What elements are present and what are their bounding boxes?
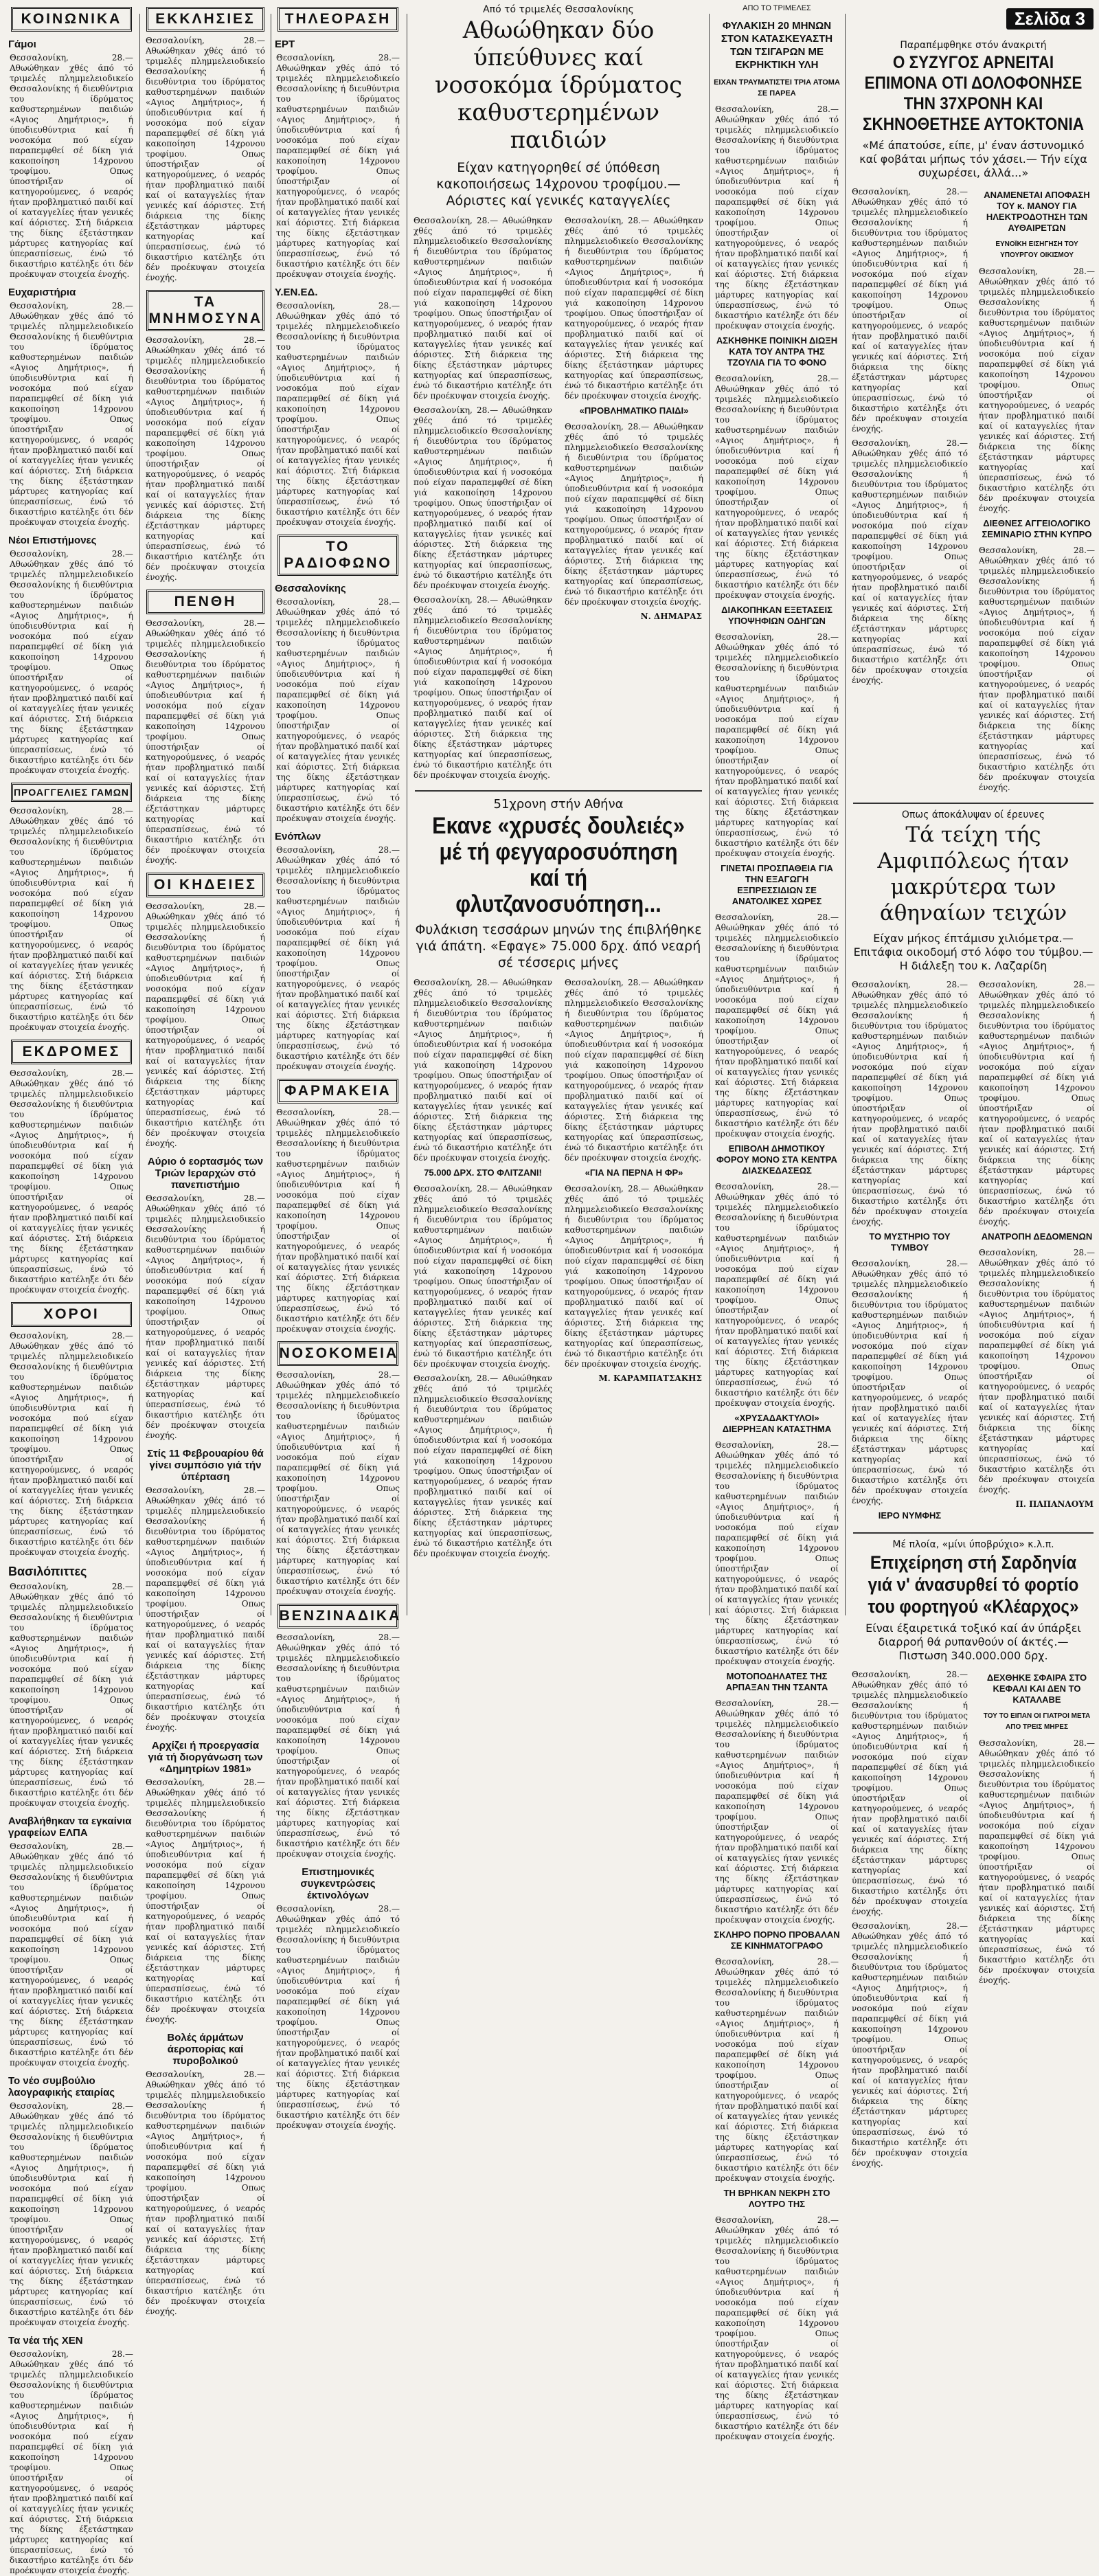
article-text: Θεσσαλονίκη, 28.— Αθωώθηκαν χθές άπό τό τριμελές πλημμελειοδικείο Θεσσαλονίκης ή διευθύντρια του ίδρύματος καθυστερημένων παιδιών «Αγιος Δημήτριος», ή ύποδιευθύντρια καί ή νοσοκόμα πού είχαν παραπεμφθεί σέ δίκη γιά κακοποίηση 14χρονου τροφίμου. Οπως ύποστήριξαν οί κατηγορούμενες, ό νεαρός ήταν προβληματικό παιδί καί οί καταγγελίες ήταν γενικές καί άόριστες. Στή διάρκεια της δίκης έξετάστηκαν μάρτυρες κατηγορίας καί ύπερασπίσεως, ένώ τό δικαστήριο κατέληξε ότι δέν προέκυψαν στοιχεία ένοχής. <box>413 216 552 401</box>
article-text: Θεσσαλονίκη, 28.— Αθωώθηκαν χθές άπό τό τριμελές πλημμελειοδικείο Θεσσαλονίκης ή διευθύντρια του ίδρύματος καθυστερημένων παιδιών «Αγιος Δημήτριος», ή ύποδιευθύντρια καί ή νοσοκόμα πού είχαν παραπεμφθεί σέ δίκη γιά κακοποίηση 14χρονου τροφίμου. Οπως ύποστήριξαν οί κατηγορούμενες, ό νεαρός ήταν προβληματικό παιδί καί οί καταγγελίες ήταν γενικές καί άόριστες. Στή διάρκεια της δίκης έξετάστηκαν μάρτυρες κατηγορίας καί ύπερασπίσεως, ένώ τό δικαστήριο κατέληξε ότι δέν προέκυψαν στοιχεία ένοχής. <box>276 1370 400 1596</box>
article-text: Θεσσαλονίκη, 28.— Αθωώθηκαν χθές άπό τό τριμελές πλημμελειοδικείο Θεσσαλονίκης ή διευθύντρια του ίδρύματος καθυστερημένων παιδιών «Αγιος Δημήτριος», ή ύποδιευθύντρια καί ή νοσοκόμα πού είχαν παραπεμφθεί σέ δίκη γιά κακοποίηση 14χρονου τροφίμου. Οπως ύποστήριξαν οί κατηγορούμενες, ό νεαρός ήταν προβληματικό παιδί καί οί καταγγελίες ήταν γενικές καί άόριστες. Στή διάρκεια της δίκης έξετάστηκαν μάρτυρες κατηγορίας καί ύπερασπίσεως, ένώ τό δικαστήριο κατέληξε ότι δέν προέκυψαν στοιχεία ένοχής. <box>276 301 400 527</box>
article-text: Θεσσαλονίκη, 28.— Αθωώθηκαν χθές άπό τό τριμελές πλημμελειοδικείο Θεσσαλονίκης ή διευθύντρια του ίδρύματος καθυστερημένων παιδιών «Αγιος Δημήτριος», ή ύποδιευθύντρια καί ή νοσοκόμα πού είχαν παραπεμφθεί σέ δίκη γιά κακοποίηση 14χρονου τροφίμου. Οπως ύποστήριξαν οί κατηγορούμενες, ό νεαρός ήταν προβληματικό παιδί καί οί καταγγελίες ήταν γενικές καί άόριστες. Στή διάρκεια της δίκης έξετάστηκαν μάρτυρες κατηγορίας καί ύπερασπίσεως, ένώ τό δικαστήριο κατέληξε ότι δέν προέκυψαν στοιχεία ένοχής. <box>715 912 839 1139</box>
article-text: Θεσσαλονίκη, 28.— Αθωώθηκαν χθές άπό τό τριμελές πλημμελειοδικείο Θεσσαλονίκης ή διευθύντρια του ίδρύματος καθυστερημένων παιδιών «Αγιος Δημήτριος», ή ύποδιευθύντρια καί ή νοσοκόμα πού είχαν παραπεμφθεί σέ δίκη γιά κακοποίηση 14χρονου τροφίμου. Οπως ύποστήριξαν οί κατηγορούμενες, ό νεαρός ήταν προβληματικό παιδί καί οί καταγγελίες ήταν γενικές καί άόριστες. Στή διάρκεια της δίκης έξετάστηκαν μάρτυρες κατηγορίας καί ύπερασπίσεως, ένώ τό δικαστήριο κατέληξε ότι δέν προέκυψαν στοιχεία ένοχής. <box>565 978 703 1163</box>
sardinia-headline: Επιχείρηση στή Σαρδηνία γιά ν' άνασυρθεί τό φορτίο του φορτηγού «Κλέαρχος» <box>868 1552 1079 1617</box>
col6-item-heading: ΕΠΙΒΟΛΗ ΔΗΜΟΤΙΚΟΥ ΦΟΡΟΥ ΜΟΝΟ ΣΤΑ ΚΕΝΤΡΑ ΔΙΑΣΚΕΔΑΣΕΩΣ <box>716 1143 837 1176</box>
section-heading: Το νέο συμβούλιο λαογραφικής εταιρίας <box>8 2075 115 2098</box>
section-heading: Επιστημονικές συγκεντρώσεις έκτινολόγων <box>300 1866 376 1901</box>
lead-deck: Είχαν κατηγορηθεί σέ ύπόθεση κακοποιήσεως 14χρονου τροφίμου.— Αόριστες καί γενικές καταγγελίες <box>436 160 681 208</box>
article-text: Θεσσαλονίκη, 28.— Αθωώθηκαν χθές άπό τό τριμελές πλημμελειοδικείο Θεσσαλονίκης ή διευθύντρια του ίδρύματος καθυστερημένων παιδιών «Αγιος Δημήτριος», ή ύποδιευθύντρια καί ή νοσοκόμα πού είχαν παραπεμφθεί σέ δίκη γιά κακοποίηση 14χρονου τροφίμου. Οπως ύποστήριξαν οί κατηγορούμενες, ό νεαρός ήταν προβληματικό παιδί καί οί καταγγελίες ήταν γενικές καί άόριστες. Στή διάρκεια της δίκης έξετάστηκαν μάρτυρες κατηγορίας καί ύπερασπίσεως, ένώ τό δικαστήριο κατέληξε ότι δέν προέκυψαν στοιχεία ένοχής. <box>146 618 265 865</box>
amphipolis-headline: Τά τείχη τής Αμφιπόλεως ήταν μακρύτερα των άθηναίων τειχών <box>877 822 1069 926</box>
right-kicker: Παραπέμφθηκε στόν άνακριτή <box>900 40 1047 51</box>
article-text: Θεσσαλονίκη, 28.— Αθωώθηκαν χθές άπό τό τριμελές πλημμελειοδικείο Θεσσαλονίκης ή διευθύντρια του ίδρύματος καθυστερημένων παιδιών «Αγιος Δημήτριος», ή ύποδιευθύντρια καί ή νοσοκόμα πού είχαν παραπεμφθεί σέ δίκη γιά κακοποίηση 14χρονου τροφίμου. Οπως ύποστήριξαν οί κατηγορούμενες, ό νεαρός ήταν προβληματικό παιδί καί οί καταγγελίες ήταν γενικές καί άόριστες. Στή διάρκεια της δίκης έξετάστηκαν μάρτυρες κατηγορίας καί ύπερασπίσεως, ένώ τό δικαστήριο κατέληξε ότι δέν προέκυψαν στοιχεία ένοχής. <box>979 1738 1095 1985</box>
article-text: Θεσσαλονίκη, 28.— Αθωώθηκαν χθές άπό τό τριμελές πλημμελειοδικείο Θεσσαλονίκης ή διευθύντρια του ίδρύματος καθυστερημένων παιδιών «Αγιος Δημήτριος», ή ύποδιευθύντρια καί ή νοσοκόμα πού είχαν παραπεμφθεί σέ δίκη γιά κακοποίηση 14χρονου τροφίμου. Οπως ύποστήριξαν οί κατηγορούμενες, ό νεαρός ήταν προβληματικό παιδί καί οί καταγγελίες ήταν γενικές καί άόριστες. Στή διάρκεια της δίκης έξετάστηκαν μάρτυρες κατηγορίας καί ύπερασπίσεως, ένώ τό δικαστήριο κατέληξε ότι δέν προέκυψαν στοιχεία ένοχής. <box>10 2101 133 2327</box>
lead-headline: Αθωώθηκαν δύο ύπεύθυνες καί νοσοκόμα ίδρύματος καθυστερημένων παιδιών <box>434 16 683 154</box>
col6-item-heading: ΜΟΤΟΠΟΔΗΛΑΤΕΣ ΤΗΣ ΑΡΠΑΞΑΝ ΤΗΝ ΤΣΑΝΤΑ <box>725 1671 828 1692</box>
side-subheading: ΤΟΥ ΤΟ ΕΙΠΑΝ ΟΙ ΓΙΑΤΡΟΙ ΜΕΤΑ ΑΠΟ ΤΡΕΙΣ ΜΗΡΕΣ <box>983 1712 1091 1731</box>
col6-headline: ΦΥΛΑΚΙΣΗ 20 ΜΗΝΩΝ ΣΤΟΝ ΚΑΤΑΣΚΕΥΑΣΤΗ ΤΩΝ ΤΣΙΓΑΡΩΝ ΜΕ ΕΚΡΗΚΤΙΚΗ ΥΛΗ <box>721 20 833 71</box>
amphipolis-byline: Π. ΠΑΠΑΝΑΟΥΜ <box>1015 1499 1094 1509</box>
article-text: Θεσσαλονίκη, 28.— Αθωώθηκαν χθές άπό τό τριμελές πλημμελειοδικείο Θεσσαλονίκης ή διευθύντρια του ίδρύματος καθυστερημένων παιδιών «Αγιος Δημήτριος», ή ύποδιευθύντρια καί ή νοσοκόμα πού είχαν παραπεμφθεί σέ δίκη γιά κακοποίηση 14χρονου τροφίμου. Οπως ύποστήριξαν οί κατηγορούμενες, ό νεαρός ήταν προβληματικό παιδί καί οί καταγγελίες ήταν γενικές καί άόριστες. Στή διάρκεια της δίκης έξετάστηκαν μάρτυρες κατηγορίας καί ύπερασπίσεως, ένώ τό δικαστήριο κατέληξε ότι δέν προέκυψαν στοιχεία ένοχής. <box>979 546 1095 792</box>
article-text: Θεσσαλονίκη, 28.— Αθωώθηκαν χθές άπό τό τριμελές πλημμελειοδικείο Θεσσαλονίκης ή διευθύντρια του ίδρύματος καθυστερημένων παιδιών «Αγιος Δημήτριος», ή ύποδιευθύντρια καί ή νοσοκόμα πού είχαν παραπεμφθεί σέ δίκη γιά κακοποίηση 14χρονου τροφίμου. Οπως ύποστήριξαν οί κατηγορούμενες, ό νεαρός ήταν προβληματικό παιδί καί οί καταγγελίες ήταν γενικές καί άόριστες. Στή διάρκεια της δίκης έξετάστηκαν μάρτυρες κατηγορίας καί ύπερασπίσεως, ένώ τό δικαστήριο κατέληξε ότι δέν προέκυψαν στοιχεία ένοχής. <box>715 632 839 858</box>
article-text: Θεσσαλονίκη, 28.— Αθωώθηκαν χθές άπό τό τριμελές πλημμελειοδικείο Θεσσαλονίκης ή διευθύντρια του ίδρύματος καθυστερημένων παιδιών «Αγιος Δημήτριος», ή ύποδιευθύντρια καί ή νοσοκόμα πού είχαν παραπεμφθεί σέ δίκη γιά κακοποίηση 14χρονου τροφίμου. Οπως ύποστήριξαν οί κατηγορούμενες, ό νεαρός ήταν προβληματικό παιδί καί οί καταγγελίες ήταν γενικές καί άόριστες. Στή διάρκεια της δίκης έξετάστηκαν μάρτυρες κατηγορίας καί ύπερασπίσεως, ένώ τό δικαστήριο κατέληξε ότι δέν προέκυψαν στοιχεία ένοχής. <box>146 1778 265 2024</box>
article-text: Θεσσαλονίκη, 28.— Αθωώθηκαν χθές άπό τό τριμελές πλημμελειοδικείο Θεσσαλονίκης ή διευθύντρια του ίδρύματος καθυστερημένων παιδιών «Αγιος Δημήτριος», ή ύποδιευθύντρια καί ή νοσοκόμα πού είχαν παραπεμφθεί σέ δίκη γιά κακοποίηση 14χρονου τροφίμου. Οπως ύποστήριξαν οί κατηγορούμενες, ό νεαρός ήταν προβληματικό παιδί καί οί καταγγελίες ήταν γενικές καί άόριστες. Στή διάρκεια της δίκης έξετάστηκαν μάρτυρες κατηγορίας καί ύπερασπίσεως, ένώ τό δικαστήριο κατέληξε ότι δέν προέκυψαν στοιχεία ένοχής. <box>10 806 133 1032</box>
amphipolis-kicker: Οπως άποκάλυψαν οί έρευνες <box>901 809 1045 820</box>
article-text: Θεσσαλονίκη, 28.— Αθωώθηκαν χθές άπό τό τριμελές πλημμελειοδικείο Θεσσαλονίκης ή διευθύντρια του ίδρύματος καθυστερημένων παιδιών «Αγιος Δημήτριος», ή ύποδιευθύντρια καί ή νοσοκόμα πού είχαν παραπεμφθεί σέ δίκη γιά κακοποίηση 14χρονου τροφίμου. Οπως ύποστήριξαν οί κατηγορούμενες, ό νεαρός ήταν προβληματικό παιδί καί οί καταγγελίες ήταν γενικές καί άόριστες. Στή διάρκεια της δίκης έξετάστηκαν μάρτυρες κατηγορίας καί ύπερασπίσεως, ένώ τό δικαστήριο κατέληξε ότι δέν προέκυψαν στοιχεία ένοχής. <box>413 978 552 1163</box>
article-text: Θεσσαλονίκη, 28.— Αθωώθηκαν χθές άπό τό τριμελές πλημμελειοδικείο Θεσσαλονίκης ή διευθύντρια του ίδρύματος καθυστερημένων παιδιών «Αγιος Δημήτριος», ή ύποδιευθύντρια καί ή νοσοκόμα πού είχαν παραπεμφθεί σέ δίκη γιά κακοποίηση 14χρονου τροφίμου. Οπως ύποστήριξαν οί κατηγορούμενες, ό νεαρός ήταν προβληματικό παιδί καί οί καταγγελίες ήταν γενικές καί άόριστες. Στή διάρκεια της δίκης έξετάστηκαν μάρτυρες κατηγορίας καί ύπερασπίσεως, ένώ τό δικαστήριο κατέληξε ότι δέν προέκυψαν στοιχεία ένοχής. <box>10 53 133 279</box>
article-text: Θεσσαλονίκη, 28.— Αθωώθηκαν χθές άπό τό τριμελές πλημμελειοδικείο Θεσσαλονίκης ή διευθύντρια του ίδρύματος καθυστερημένων παιδιών «Αγιος Δημήτριος», ή ύποδιευθύντρια καί ή νοσοκόμα πού είχαν παραπεμφθεί σέ δίκη γιά κακοποίηση 14χρονου τροφίμου. Οπως ύποστήριξαν οί κατηγορούμενες, ό νεαρός ήταν προβληματικό παιδί καί οί καταγγελίες ήταν γενικές καί άόριστες. Στή διάρκεια της δίκης έξετάστηκαν μάρτυρες κατηγορίας καί ύπερασπίσεως, ένώ τό δικαστήριο κατέληξε ότι δέν προέκυψαν στοιχεία ένοχής. <box>565 216 703 401</box>
gold-headline: Εκανε «χρυσές δουλειές» μέ τή φεγγαροσυόπηση καί τή φλυτζανοσυόπηση... <box>432 813 685 917</box>
article-text: Θεσσαλονίκη, 28.— Αθωώθηκαν χθές άπό τό τριμελές πλημμελειοδικείο Θεσσαλονίκης ή διευθύντρια του ίδρύματος καθυστερημένων παιδιών «Αγιος Δημήτριος», ή ύποδιευθύντρια καί ή νοσοκόμα πού είχαν παραπεμφθεί σέ δίκη γιά κακοποίηση 14χρονου τροφίμου. Οπως ύποστήριξαν οί κατηγορούμενες, ό νεαρός ήταν προβληματικό παιδί καί οί καταγγελίες ήταν γενικές καί άόριστες. Στή διάρκεια της δίκης έξετάστηκαν μάρτυρες κατηγορίας καί ύπερασπίσεως, ένώ τό δικαστήριο κατέληξε ότι δέν προέκυψαν στοιχεία ένοχής. <box>413 1374 552 1558</box>
section-banner-social: ΚΟΙΝΩΝΙΚΑ <box>11 7 133 32</box>
article-text: Θεσσαλονίκη, 28.— Αθωώθηκαν χθές άπό τό τριμελές πλημμελειοδικείο Θεσσαλονίκης ή διευθύντρια του ίδρύματος καθυστερημένων παιδιών «Αγιος Δημήτριος», ή ύποδιευθύντρια καί ή νοσοκόμα πού είχαν παραπεμφθεί σέ δίκη γιά κακοποίηση 14χρονου τροφίμου. Οπως ύποστήριξαν οί κατηγορούμενες, ό νεαρός ήταν προβληματικό παιδί καί οί καταγγελίες ήταν γενικές καί άόριστες. Στή διάρκεια της δίκης έξετάστηκαν μάρτυρες κατηγορίας καί ύπερασπίσεως, ένώ τό δικαστήριο κατέληξε ότι δέν προέκυψαν στοιχεία ένοχής. <box>715 374 839 600</box>
right-block <box>849 0 1098 2168</box>
section-heading: Ενόπλων <box>275 831 321 842</box>
article-text: Θεσσαλονίκη, 28.— Αθωώθηκαν χθές άπό τό τριμελές πλημμελειοδικείο Θεσσαλονίκης ή διευθύντρια του ίδρύματος καθυστερημένων παιδιών «Αγιος Δημήτριος», ή ύποδιευθύντρια καί ή νοσοκόμα πού είχαν παραπεμφθεί σέ δίκη γιά κακοποίηση 14χρονου τροφίμου. Οπως ύποστήριξαν οί κατηγορούμενες, ό νεαρός ήταν προβληματικό παιδί καί οί καταγγελίες ήταν γενικές καί άόριστες. Στή διάρκεια της δίκης έξετάστηκαν μάρτυρες κατηγορίας καί ύπερασπίσεως, ένώ τό δικαστήριο κατέληξε ότι δέν προέκυψαν στοιχεία ένοχής. <box>852 1921 968 2168</box>
side-heading: ΔΙΕΘΝΕΣ ΑΓΓΕΙΟΛΟΓΙΚΟ ΣΕΜΙΝΑΡΙΟ ΣΤΗΝ ΚΥΠΡΟ <box>982 518 1092 539</box>
section-heading: Αύριο ό εορτασμός των Τριών Ιεραρχών στό πανεπιστήμιο <box>147 1156 264 1191</box>
col6-item-heading: ΔΙΑΚΟΠΗΚΑΝ ΕΞΕΤΑΣΕΙΣ ΥΠΟΨΗΦΙΩΝ ΟΔΗΓΩΝ <box>721 605 832 626</box>
article-text: Θεσσαλονίκη, 28.— Αθωώθηκαν χθές άπό τό τριμελές πλημμελειοδικείο Θεσσαλονίκης ή διευθύντρια του ίδρύματος καθυστερημένων παιδιών «Αγιος Δημήτριος», ή ύποδιευθύντρια καί ή νοσοκόμα πού είχαν παραπεμφθεί σέ δίκη γιά κακοποίηση 14χρονου τροφίμου. Οπως ύποστήριξαν οί κατηγορούμενες, ό νεαρός ήταν προβληματικό παιδί καί οί καταγγελίες ήταν γενικές καί άόριστες. Στή διάρκεια της δίκης έξετάστηκαν μάρτυρες κατηγορίας καί ύπερασπίσεως, ένώ τό δικαστήριο κατέληξε ότι δέν προέκυψαν στοιχεία ένοχής. <box>979 267 1095 513</box>
sardinia-kicker: Μέ πλοία, «μίνι ύποβρύχιο» κ.λ.π. <box>892 1539 1054 1550</box>
section-heading: Βασιλόπιττες <box>8 1565 87 1578</box>
lead-kicker: Από τό τριμελές Θεσσαλονίκης <box>483 4 634 15</box>
section-heading: Τα νέα τής ΧΕΝ <box>8 2335 83 2347</box>
article-text: Θεσσαλονίκη, 28.— Αθωώθηκαν χθές άπό τό τριμελές πλημμελειοδικείο Θεσσαλονίκης ή διευθύντρια του ίδρύματος καθυστερημένων παιδιών «Αγιος Δημήτριος», ή ύποδιευθύντρια καί ή νοσοκόμα πού είχαν παραπεμφθεί σέ δίκη γιά κακοποίηση 14χρονου τροφίμου. Οπως ύποστήριξαν οί κατηγορούμενες, ό νεαρός ήταν προβληματικό παιδί καί οί καταγγελίες ήταν γενικές καί άόριστες. Στή διάρκεια της δίκης έξετάστηκαν μάρτυρες κατηγορίας καί ύπερασπίσεως, ένώ τό δικαστήριο κατέληξε ότι δέν προέκυψαν στοιχεία ένοχής. <box>276 845 400 1071</box>
section-heading: Αρχίζει ή προεργασία γιά τή διοργάνωση των «Δημητρίων 1981» <box>148 1740 263 1775</box>
section-banner-hospitals: ΝΟΣΟΚΟΜΕΙΑ <box>277 1341 399 1366</box>
article-text: Θεσσαλονίκη, 28.— Αθωώθηκαν χθές άπό τό τριμελές πλημμελειοδικείο Θεσσαλονίκης ή διευθύντρια του ίδρύματος καθυστερημένων παιδιών «Αγιος Δημήτριος», ή ύποδιευθύντρια καί ή νοσοκόμα πού είχαν παραπεμφθεί σέ δίκη γιά κακοποίηση 14χρονου τροφίμου. Οπως ύποστήριξαν οί κατηγορούμενες, ό νεαρός ήταν προβληματικό παιδί καί οί καταγγελίες ήταν γενικές καί άόριστες. Στή διάρκεια της δίκης έξετάστηκαν μάρτυρες κατηγορίας καί ύπερασπίσεως, ένώ τό δικαστήριο κατέληξε ότι δέν προέκυψαν στοιχεία ένοχής. <box>413 595 552 780</box>
article-text: Θεσσαλονίκη, 28.— Αθωώθηκαν χθές άπό τό τριμελές πλημμελειοδικείο Θεσσαλονίκης ή διευθύντρια του ίδρύματος καθυστερημένων παιδιών «Αγιος Δημήτριος», ή ύποδιευθύντρια καί ή νοσοκόμα πού είχαν παραπεμφθεί σέ δίκη γιά κακοποίηση 14χρονου τροφίμου. Οπως ύποστήριξαν οί κατηγορούμενες, ό νεαρός ήταν προβληματικό παιδί καί οί καταγγελίες ήταν γενικές καί άόριστες. Στή διάρκεια της δίκης έξετάστηκαν μάρτυρες κατηγορίας καί ύπερασπίσεως, ένώ τό δικαστήριο κατέληξε ότι δέν προέκυψαν στοιχεία ένοχής. <box>413 1184 552 1369</box>
article-text: Θεσσαλονίκη, 28.— Αθωώθηκαν χθές άπό τό τριμελές πλημμελειοδικείο Θεσσαλονίκης ή διευθύντρια του ίδρύματος καθυστερημένων παιδιών «Αγιος Δημήτριος», ή ύποδιευθύντρια καί ή νοσοκόμα πού είχαν παραπεμφθεί σέ δίκη γιά κακοποίηση 14χρονου τροφίμου. Οπως ύποστήριξαν οί κατηγορούμενες, ό νεαρός ήταν προβληματικό παιδί καί οί καταγγελίες ήταν γενικές καί άόριστες. Στή διάρκεια της δίκης έξετάστηκαν μάρτυρες κατηγορίας καί ύπερασπίσεως, ένώ τό δικαστήριο κατέληξε ότι δέν προέκυψαν στοιχεία ένοχής. <box>276 1904 400 2130</box>
section-banner-weddings: ΠΡΟΑΓΓΕΛΙΕΣ ΓΑΜΩΝ <box>11 783 133 802</box>
right-headline: Ο ΣΥΖΥΓΟΣ ΑΡΝΕΙΤΑΙ ΕΠΙΜΟΝΑ ΟΤΙ ΔΟΛΟΦΟΝΗΣΕ ΤΗΝ 37ΧΡΟΝΗ ΚΑΙ ΣΚΗΝΟΘΕΤΗΣΕ ΑΥΤΟΚΤΟΝΙΑ <box>862 53 1085 134</box>
article-text: Θεσσαλονίκη, 28.— Αθωώθηκαν χθές άπό τό τριμελές πλημμελειοδικείο Θεσσαλονίκης ή διευθύντρια του ίδρύματος καθυστερημένων παιδιών «Αγιος Δημήτριος», ή ύποδιευθύντρια καί ή νοσοκόμα πού είχαν παραπεμφθεί σέ δίκη γιά κακοποίηση 14χρονου τροφίμου. Οπως ύποστήριξαν οί κατηγορούμενες, ό νεαρός ήταν προβληματικό παιδί καί οί καταγγελίες ήταν γενικές καί άόριστες. Στή διάρκεια της δίκης έξετάστηκαν μάρτυρες κατηγορίας καί ύπερασπίσεως, ένώ τό δικαστήριο κατέληξε ότι δέν προέκυψαν στοιχεία ένοχής. <box>979 1248 1095 1494</box>
column-1 <box>7 0 136 2575</box>
section-heading: Ευχαριστήρια <box>8 287 76 298</box>
article-text: Θεσσαλονίκη, 28.— Αθωώθηκαν χθές άπό τό τριμελές πλημμελειοδικείο Θεσσαλονίκης ή διευθύντρια του ίδρύματος καθυστερημένων παιδιών «Αγιος Δημήτριος», ή ύποδιευθύντρια καί ή νοσοκόμα πού είχαν παραπεμφθεί σέ δίκη γιά κακοποίηση 14χρονου τροφίμου. Οπως ύποστήριξαν οί κατηγορούμενες, ό νεαρός ήταν προβληματικό παιδί καί οί καταγγελίες ήταν γενικές καί άόριστες. Στή διάρκεια της δίκης έξετάστηκαν μάρτυρες κατηγορίας καί ύπερασπίσεως, ένώ τό δικαστήριο κατέληξε ότι δέν προέκυψαν στοιχεία ένοχής. <box>276 53 400 279</box>
article-text: Θεσσαλονίκη, 28.— Αθωώθηκαν χθές άπό τό τριμελές πλημμελειοδικείο Θεσσαλονίκης ή διευθύντρια του ίδρύματος καθυστερημένων παιδιών «Αγιος Δημήτριος», ή ύποδιευθύντρια καί ή νοσοκόμα πού είχαν παραπεμφθεί σέ δίκη γιά κακοποίηση 14χρονου τροφίμου. Οπως ύποστήριξαν οί κατηγορούμενες, ό νεαρός ήταν προβληματικό παιδί καί οί καταγγελίες ήταν γενικές καί άόριστες. Στή διάρκεια της δίκης έξετάστηκαν μάρτυρες κατηγορίας καί ύπερασπίσεως, ένώ τό δικαστήριο κατέληξε ότι δέν προέκυψαν στοιχεία ένοχής. <box>146 1194 265 1440</box>
section-banner-memorials: ΤΑ ΜΝΗΜΟΣΥΝΑ <box>146 290 264 331</box>
section-heading: Γάμοι <box>8 38 36 50</box>
article-text: Θεσσαλονίκη, 28.— Αθωώθηκαν χθές άπό τό τριμελές πλημμελειοδικείο Θεσσαλονίκης ή διευθύντρια του ίδρύματος καθυστερημένων παιδιών «Αγιος Δημήτριος», ή ύποδιευθύντρια καί ή νοσοκόμα πού είχαν παραπεμφθεί σέ δίκη γιά κακοποίηση 14χρονου τροφίμου. Οπως ύποστήριξαν οί κατηγορούμενες, ό νεαρός ήταν προβληματικό παιδί καί οί καταγγελίες ήταν γενικές καί άόριστες. Στή διάρκεια της δίκης έξετάστηκαν μάρτυρες κατηγορίας καί ύπερασπίσεως, ένώ τό δικαστήριο κατέληξε ότι δέν προέκυψαν στοιχεία ένοχής. <box>10 1068 133 1295</box>
article-text: Θεσσαλονίκη, 28.— Αθωώθηκαν χθές άπό τό τριμελές πλημμελειοδικείο Θεσσαλονίκης ή διευθύντρια του ίδρύματος καθυστερημένων παιδιών «Αγιος Δημήτριος», ή ύποδιευθύντρια καί ή νοσοκόμα πού είχαν παραπεμφθεί σέ δίκη γιά κακοποίηση 14χρονου τροφίμου. Οπως ύποστήριξαν οί κατηγορούμενες, ό νεαρός ήταν προβληματικό παιδί καί οί καταγγελίες ήταν γενικές καί άόριστες. Στή διάρκεια της δίκης έξετάστηκαν μάρτυρες κατηγορίας καί ύπερασπίσεως, ένώ τό δικαστήριο κατέληξε ότι δέν προέκυψαν στοιχεία ένοχής. <box>10 1582 133 1808</box>
lead-byline: Ν. ΔΗΜΑΡΑΣ <box>640 612 702 621</box>
article-text: Θεσσαλονίκη, 28.— Αθωώθηκαν χθές άπό τό τριμελές πλημμελειοδικείο Θεσσαλονίκης ή διευθύντρια του ίδρύματος καθυστερημένων παιδιών «Αγιος Δημήτριος», ή ύποδιευθύντρια καί ή νοσοκόμα πού είχαν παραπεμφθεί σέ δίκη γιά κακοποίηση 14χρονου τροφίμου. Οπως ύποστήριξαν οί κατηγορούμενες, ό νεαρός ήταν προβληματικό παιδί καί οί καταγγελίες ήταν γενικές καί άόριστες. Στή διάρκεια της δίκης έξετάστηκαν μάρτυρες κατηγορίας καί ύπερασπίσεως, ένώ τό δικαστήριο κατέληξε ότι δέν προέκυψαν στοιχεία ένοχής. <box>276 1108 400 1334</box>
amphipolis-subhead: ΑΝΑΤΡΟΠΗ ΔΕΔΟΜΕΝΩΝ <box>981 1231 1093 1242</box>
section-heading: Αναβλήθηκαν τα εγκαίνια γραφείων ΕΛΠΑ <box>8 1815 132 1839</box>
section-banner-tv: ΤΗΛΕΟΡΑΣΗ <box>277 7 399 32</box>
article-text: Θεσσαλονίκη, 28.— Αθωώθηκαν χθές άπό τό τριμελές πλημμελειοδικείο Θεσσαλονίκης ή διευθύντρια του ίδρύματος καθυστερημένων παιδιών «Αγιος Δημήτριος», ή ύποδιευθύντρια καί ή νοσοκόμα πού είχαν παραπεμφθεί σέ δίκη γιά κακοποίηση 14χρονου τροφίμου. Οπως ύποστήριξαν οί κατηγορούμενες, ό νεαρός ήταν προβληματικό παιδί καί οί καταγγελίες ήταν γενικές καί άόριστες. Στή διάρκεια της δίκης έξετάστηκαν μάρτυρες κατηγορίας καί ύπερασπίσεως, ένώ τό δικαστήριο κατέληξε ότι δέν προέκυψαν στοιχεία ένοχής. <box>146 901 265 1148</box>
amphipolis-subhead: ΙΕΡΟ ΝΥΜΦΗΣ <box>878 1510 942 1521</box>
gold-deck: Φυλάκιση τεσσάρων μηνών της έπιβλήθηκε γιά άπάτη. «Εφαγε» 75.000 δρχ. άπό νεαρή σέ τέσσερις μήνες <box>415 922 702 970</box>
article-text: Θεσσαλονίκη, 28.— Αθωώθηκαν χθές άπό τό τριμελές πλημμελειοδικείο Θεσσαλονίκης ή διευθύντρια του ίδρύματος καθυστερημένων παιδιών «Αγιος Δημήτριος», ή ύποδιευθύντρια καί ή νοσοκόμα πού είχαν παραπεμφθεί σέ δίκη γιά κακοποίηση 14χρονου τροφίμου. Οπως ύποστήριξαν οί κατηγορούμενες, ό νεαρός ήταν προβληματικό παιδί καί οί καταγγελίες ήταν γενικές καί άόριστες. Στή διάρκεια της δίκης έξετάστηκαν μάρτυρες κατηγορίας καί ύπερασπίσεως, ένώ τό δικαστήριο κατέληξε ότι δέν προέκυψαν στοιχεία ένοχής. <box>146 1486 265 1732</box>
side-subheading: ΕΥΝΟΪΚΗ ΕΙΣΗΓΗΣΗ ΤΟΥ ΥΠΟΥΡΓΟΥ ΟΙΚΙΣΜΟΥ <box>995 240 1078 259</box>
article-text: Θεσσαλονίκη, 28.— Αθωώθηκαν χθές άπό τό τριμελές πλημμελειοδικείο Θεσσαλονίκης ή διευθύντρια του ίδρύματος καθυστερημένων παιδιών «Αγιος Δημήτριος», ή ύποδιευθύντρια καί ή νοσοκόμα πού είχαν παραπεμφθεί σέ δίκη γιά κακοποίηση 14χρονου τροφίμου. Οπως ύποστήριξαν οί κατηγορούμενες, ό νεαρός ήταν προβληματικό παιδί καί οί καταγγελίες ήταν γενικές καί άόριστες. Στή διάρκεια της δίκης έξετάστηκαν μάρτυρες κατηγορίας καί ύπερασπίσεως, ένώ τό δικαστήριο κατέληξε ότι δέν προέκυψαν στοιχεία ένοχής. <box>715 1182 839 1408</box>
section-heading: Νέοι Επιστήμονες <box>8 535 97 546</box>
column-2 <box>143 0 268 2316</box>
article-text: Θεσσαλονίκη, 28.— Αθωώθηκαν χθές άπό τό τριμελές πλημμελειοδικείο Θεσσαλονίκης ή διευθύντρια του ίδρύματος καθυστερημένων παιδιών «Αγιος Δημήτριος», ή ύποδιευθύντρια καί ή νοσοκόμα πού είχαν παραπεμφθεί σέ δίκη γιά κακοποίηση 14χρονου τροφίμου. Οπως ύποστήριξαν οί κατηγορούμενες, ό νεαρός ήταν προβληματικό παιδί καί οί καταγγελίες ήταν γενικές καί άόριστες. Στή διάρκεια της δίκης έξετάστηκαν μάρτυρες κατηγορίας καί ύπερασπίσεως, ένώ τό δικαστήριο κατέληξε ότι δέν προέκυψαν στοιχεία ένοχής. <box>276 1633 400 1859</box>
article-text: Θεσσαλονίκη, 28.— Αθωώθηκαν χθές άπό τό τριμελές πλημμελειοδικείο Θεσσαλονίκης ή διευθύντρια του ίδρύματος καθυστερημένων παιδιών «Αγιος Δημήτριος», ή ύποδιευθύντρια καί ή νοσοκόμα πού είχαν παραπεμφθεί σέ δίκη γιά κακοποίηση 14χρονου τροφίμου. Οπως ύποστήριξαν οί κατηγορούμενες, ό νεαρός ήταν προβληματικό παιδί καί οί καταγγελίες ήταν γενικές καί άόριστες. Στή διάρκεια της δίκης έξετάστηκαν μάρτυρες κατηγορίας καί ύπερασπίσεως, ένώ τό δικαστήριο κατέληξε ότι δέν προέκυψαν στοιχεία ένοχής. <box>565 422 703 607</box>
section-heading: Στίς 11 Φεβρουαρίου θά γίνει συμπόσιο γιά τήν ύπέρταση <box>147 1448 264 1483</box>
article-text: Θεσσαλονίκη, 28.— Αθωώθηκαν χθές άπό τό τριμελές πλημμελειοδικείο Θεσσαλονίκης ή διευθύντρια του ίδρύματος καθυστερημένων παιδιών «Αγιος Δημήτριος», ή ύποδιευθύντρια καί ή νοσοκόμα πού είχαν παραπεμφθεί σέ δίκη γιά κακοποίηση 14χρονου τροφίμου. Οπως ύποστήριξαν οί κατηγορούμενες, ό νεαρός ήταν προβληματικό παιδί καί οί καταγγελίες ήταν γενικές καί άόριστες. Στή διάρκεια της δίκης έξετάστηκαν μάρτυρες κατηγορίας καί ύπερασπίσεως, ένώ τό δικαστήριο κατέληξε ότι δέν προέκυψαν στοιχεία ένοχής. <box>852 980 968 1227</box>
gold-byline: Μ. ΚΑΡΑΜΠΑΤΣΑΚΗΣ <box>598 1374 702 1383</box>
amphipolis-deck: Είχαν μήκος έπτάμισυ χιλιόμετρα.— Επιτάφια οικοδομή στό λόφο του τύμβου.— Η διάλεξη του κ. Λαζαρίδη <box>853 932 1094 972</box>
gold-kicker: 51χρονη στήν Αθήνα <box>493 797 624 811</box>
article-text: Θεσσαλονίκη, 28.— Αθωώθηκαν χθές άπό τό τριμελές πλημμελειοδικείο Θεσσαλονίκης ή διευθύντρια του ίδρύματος καθυστερημένων παιδιών «Αγιος Δημήτριος», ή ύποδιευθύντρια καί ή νοσοκόμα πού είχαν παραπεμφθεί σέ δίκη γιά κακοποίηση 14χρονου τροφίμου. Οπως ύποστήριξαν οί κατηγορούμενες, ό νεαρός ήταν προβληματικό παιδί καί οί καταγγελίες ήταν γενικές καί άόριστες. Στή διάρκεια της δίκης έξετάστηκαν μάρτυρες κατηγορίας καί ύπερασπίσεως, ένώ τό δικαστήριο κατέληξε ότι δέν προέκυψαν στοιχεία ένοχής. <box>413 405 552 590</box>
section-banner-radio: ΤΟ ΡΑΔΙΟΦΩΝΟ <box>277 535 399 576</box>
section-banner-excursions: ΕΚΔΡΟΜΕΣ <box>11 1040 133 1064</box>
section-banner-churches: ΕΚΚΛΗΣΙΕΣ <box>146 7 264 32</box>
article-text: Θεσσαλονίκη, 28.— Αθωώθηκαν χθές άπό τό τριμελές πλημμελειοδικείο Θεσσαλονίκης ή διευθύντρια του ίδρύματος καθυστερημένων παιδιών «Αγιος Δημήτριος», ή ύποδιευθύντρια καί ή νοσοκόμα πού είχαν παραπεμφθεί σέ δίκη γιά κακοποίηση 14χρονου τροφίμου. Οπως ύποστήριξαν οί κατηγορούμενες, ό νεαρός ήταν προβληματικό παιδί καί οί καταγγελίες ήταν γενικές καί άόριστες. Στή διάρκεια της δίκης έξετάστηκαν μάρτυρες κατηγορίας καί ύπερασπίσεως, ένώ τό δικαστήριο κατέληξε ότι δέν προέκυψαν στοιχεία ένοχής. <box>979 980 1095 1227</box>
article-text: Θεσσαλονίκη, 28.— Αθωώθηκαν χθές άπό τό τριμελές πλημμελειοδικείο Θεσσαλονίκης ή διευθύντρια του ίδρύματος καθυστερημένων παιδιών «Αγιος Δημήτριος», ή ύποδιευθύντρια καί ή νοσοκόμα πού είχαν παραπεμφθεί σέ δίκη γιά κακοποίηση 14χρονου τροφίμου. Οπως ύποστήριξαν οί κατηγορούμενες, ό νεαρός ήταν προβληματικό παιδί καί οί καταγγελίες ήταν γενικές καί άόριστες. Στή διάρκεια της δίκης έξετάστηκαν μάρτυρες κατηγορίας καί ύπερασπίσεως, ένώ τό δικαστήριο κατέληξε ότι δέν προέκυψαν στοιχεία ένοχής. <box>715 1440 839 1666</box>
article-text: Θεσσαλονίκη, 28.— Αθωώθηκαν χθές άπό τό τριμελές πλημμελειοδικείο Θεσσαλονίκης ή διευθύντρια του ίδρύματος καθυστερημένων παιδιών «Αγιος Δημήτριος», ή ύποδιευθύντρια καί ή νοσοκόμα πού είχαν παραπεμφθεί σέ δίκη γιά κακοποίηση 14χρονου τροφίμου. Οπως ύποστήριξαν οί κατηγορούμενες, ό νεαρός ήταν προβληματικό παιδί καί οί καταγγελίες ήταν γενικές καί άόριστες. Στή διάρκεια της δίκης έξετάστηκαν μάρτυρες κατηγορίας καί ύπερασπίσεως, ένώ τό δικαστήριο κατέληξε ότι δέν προέκυψαν στοιχεία ένοχής. <box>10 549 133 775</box>
article-text: Θεσσαλονίκη, 28.— Αθωώθηκαν χθές άπό τό τριμελές πλημμελειοδικείο Θεσσαλονίκης ή διευθύντρια του ίδρύματος καθυστερημένων παιδιών «Αγιος Δημήτριος», ή ύποδιευθύντρια καί ή νοσοκόμα πού είχαν παραπεμφθεί σέ δίκη γιά κακοποίηση 14χρονου τροφίμου. Οπως ύποστήριξαν οί κατηγορούμενες, ό νεαρός ήταν προβληματικό παιδί καί οί καταγγελίες ήταν γενικές καί άόριστες. Στή διάρκεια της δίκης έξετάστηκαν μάρτυρες κατηγορίας καί ύπερασπίσεως, ένώ τό δικαστήριο κατέληξε ότι δέν προέκυψαν στοιχεία ένοχής. <box>715 104 839 331</box>
side-heading: ΑΝΑΜΕΝΕΤΑΙ ΑΠΟΦΑΣΗ ΤΟΥ κ. ΜΑΝΟΥ ΓΙΑ ΗΛΕΚΤΡΟΔΟΤΗΣΗ ΤΩΝ ΑΥΘΑΙΡΕΤΩΝ <box>984 190 1090 233</box>
article-text: Θεσσαλονίκη, 28.— Αθωώθηκαν χθές άπό τό τριμελές πλημμελειοδικείο Θεσσαλονίκης ή διευθύντρια του ίδρύματος καθυστερημένων παιδιών «Αγιος Δημήτριος», ή ύποδιευθύντρια καί ή νοσοκόμα πού είχαν παραπεμφθεί σέ δίκη γιά κακοποίηση 14χρονου τροφίμου. Οπως ύποστήριξαν οί κατηγορούμενες, ό νεαρός ήταν προβληματικό παιδί καί οί καταγγελίες ήταν γενικές καί άόριστες. Στή διάρκεια της δίκης έξετάστηκαν μάρτυρες κατηγορίας καί ύπερασπίσεως, ένώ τό δικαστήριο κατέληξε ότι δέν προέκυψαν στοιχεία ένοχής. <box>715 1699 839 1925</box>
article-text: Θεσσαλονίκη, 28.— Αθωώθηκαν χθές άπό τό τριμελές πλημμελειοδικείο Θεσσαλονίκης ή διευθύντρια του ίδρύματος καθυστερημένων παιδιών «Αγιος Δημήτριος», ή ύποδιευθύντρια καί ή νοσοκόμα πού είχαν παραπεμφθεί σέ δίκη γιά κακοποίηση 14χρονου τροφίμου. Οπως ύποστήριξαν οί κατηγορούμενες, ό νεαρός ήταν προβληματικό παιδί καί οί καταγγελίες ήταν γενικές καί άόριστες. Στή διάρκεια της δίκης έξετάστηκαν μάρτυρες κατηγορίας καί ύπερασπίσεως, ένώ τό δικαστήριο κατέληξε ότι δέν προέκυψαν στοιχεία ένοχής. <box>852 438 968 685</box>
section-banner-gas-stations: ΒΕΝΖΙΝΑΔΙΚΑ <box>277 1604 399 1628</box>
right-quote: «Μέ άπατούσε, είπε, μ' έναν άστυνομικό καί φοβάται μήπως τόν χάσει.— Τήν είχα συχωρέσει, άλλά...» <box>859 139 1087 179</box>
article-text: Θεσσαλονίκη, 28.— Αθωώθηκαν χθές άπό τό τριμελές πλημμελειοδικείο Θεσσαλονίκης ή διευθύντρια του ίδρύματος καθυστερημένων παιδιών «Αγιος Δημήτριος», ή ύποδιευθύντρια καί ή νοσοκόμα πού είχαν παραπεμφθεί σέ δίκη γιά κακοποίηση 14χρονου τροφίμου. Οπως ύποστήριξαν οί κατηγορούμενες, ό νεαρός ήταν προβληματικό παιδί καί οί καταγγελίες ήταν γενικές καί άόριστες. Στή διάρκεια της δίκης έξετάστηκαν μάρτυρες κατηγορίας καί ύπερασπίσεως, ένώ τό δικαστήριο κατέληξε ότι δέν προέκυψαν στοιχεία ένοχής. <box>10 301 133 527</box>
side-heading: ΔΕΧΘΗΚΕ ΣΦΑΙΡΑ ΣΤΟ ΚΕΦΑΛΙ ΚΑΙ ΔΕΝ ΤΟ ΚΑΤΑΛΑΒΕ <box>986 1672 1087 1705</box>
article-text: Θεσσαλονίκη, 28.— Αθωώθηκαν χθές άπό τό τριμελές πλημμελειοδικείο Θεσσαλονίκης ή διευθύντρια του ίδρύματος καθυστερημένων παιδιών «Αγιος Δημήτριος», ή ύποδιευθύντρια καί ή νοσοκόμα πού είχαν παραπεμφθεί σέ δίκη γιά κακοποίηση 14χρονου τροφίμου. Οπως ύποστήριξαν οί κατηγορούμενες, ό νεαρός ήταν προβληματικό παιδί καί οί καταγγελίες ήταν γενικές καί άόριστες. Στή διάρκεια της δίκης έξετάστηκαν μάρτυρες κατηγορίας καί ύπερασπίσεως, ένώ τό δικαστήριο κατέληξε ότι δέν προέκυψαν στοιχεία ένοχής. <box>10 1841 133 2068</box>
section-banner-pharmacies: ΦΑΡΜΑΚΕΙΑ <box>277 1079 399 1104</box>
section-heading: Θεσσαλονίκης <box>275 583 346 594</box>
gold-subhead: «ΓΙΑ ΝΑ ΠΕΡΝΑ Η ΦΡ» <box>585 1167 683 1178</box>
article-text: Θεσσαλονίκη, 28.— Αθωώθηκαν χθές άπό τό τριμελές πλημμελειοδικείο Θεσσαλονίκης ή διευθύντρια του ίδρύματος καθυστερημένων παιδιών «Αγιος Δημήτριος», ή ύποδιευθύντρια καί ή νοσοκόμα πού είχαν παραπεμφθεί σέ δίκη γιά κακοποίηση 14χρονου τροφίμου. Οπως ύποστήριξαν οί κατηγορούμενες, ό νεαρός ήταν προβληματικό παιδί καί οί καταγγελίες ήταν γενικές καί άόριστες. Στή διάρκεια της δίκης έξετάστηκαν μάρτυρες κατηγορίας καί ύπερασπίσεως, ένώ τό δικαστήριο κατέληξε ότι δέν προέκυψαν στοιχεία ένοχής. <box>852 187 968 434</box>
amphipolis-subhead: ΤΟ ΜΥΣΤΗΡΙΟ ΤΟΥ ΤΥΜΒΟΥ <box>869 1231 951 1253</box>
col6-item-heading: ΑΣΚΗΘΗΚΕ ΠΟΙΝΙΚΗ ΔΙΩΞΗ ΚΑΤΑ ΤΟΥ ΑΝΤΡΑ ΤΗΣ ΤΖΟΥΛΙΑ ΓΙΑ ΤΟ ΦΟΝΟ <box>716 335 838 368</box>
article-text: Θεσσαλονίκη, 28.— Αθωώθηκαν χθές άπό τό τριμελές πλημμελειοδικείο Θεσσαλονίκης ή διευθύντρια του ίδρύματος καθυστερημένων παιδιών «Αγιος Δημήτριος», ή ύποδιευθύντρια καί ή νοσοκόμα πού είχαν παραπεμφθεί σέ δίκη γιά κακοποίηση 14χρονου τροφίμου. Οπως ύποστήριξαν οί κατηγορούμενες, ό νεαρός ήταν προβληματικό παιδί καί οί καταγγελίες ήταν γενικές καί άόριστες. Στή διάρκεια της δίκης έξετάστηκαν μάρτυρες κατηγορίας καί ύπερασπίσεως, ένώ τό δικαστήριο κατέληξε ότι δέν προέκυψαν στοιχεία ένοχής. <box>10 1331 133 1557</box>
column-3 <box>273 0 403 2130</box>
article-text: Θεσσαλονίκη, 28.— Αθωώθηκαν χθές άπό τό τριμελές πλημμελειοδικείο Θεσσαλονίκης ή διευθύντρια του ίδρύματος καθυστερημένων παιδιών «Αγιος Δημήτριος», ή ύποδιευθύντρια καί ή νοσοκόμα πού είχαν παραπεμφθεί σέ δίκη γιά κακοποίηση 14χρονου τροφίμου. Οπως ύποστήριξαν οί κατηγορούμενες, ό νεαρός ήταν προβληματικό παιδί καί οί καταγγελίες ήταν γενικές καί άόριστες. Στή διάρκεια της δίκης έξετάστηκαν μάρτυρες κατηγορίας καί ύπερασπίσεως, ένώ τό δικαστήριο κατέληξε ότι δέν προέκυψαν στοιχεία ένοχής. <box>852 1259 968 1505</box>
col6-item-heading: «ΧΡΥΣΑΔΑΚΤΥΛΟΙ» ΔΙΕΡΡΗΞΑΝ ΚΑΤΑΣΤΗΜΑ <box>722 1413 832 1434</box>
col6-item-heading: ΤΗ ΒΡΗΚΑΝ ΝΕΚΡΗ ΣΤΟ ΛΟΥΤΡΟ ΤΗΣ <box>723 2188 830 2209</box>
article-text: Θεσσαλονίκη, 28.— Αθωώθηκαν χθές άπό τό τριμελές πλημμελειοδικείο Θεσσαλονίκης ή διευθύντρια του ίδρύματος καθυστερημένων παιδιών «Αγιος Δημήτριος», ή ύποδιευθύντρια καί ή νοσοκόμα πού είχαν παραπεμφθεί σέ δίκη γιά κακοποίηση 14χρονου τροφίμου. Οπως ύποστήριξαν οί κατηγορούμενες, ό νεαρός ήταν προβληματικό παιδί καί οί καταγγελίες ήταν γενικές καί άόριστες. Στή διάρκεια της δίκης έξετάστηκαν μάρτυρες κατηγορίας καί ύπερασπίσεως, ένώ τό δικαστήριο κατέληξε ότι δέν προέκυψαν στοιχεία ένοχής. <box>565 1184 703 1369</box>
article-text: Θεσσαλονίκη, 28.— Αθωώθηκαν χθές άπό τό τριμελές πλημμελειοδικείο Θεσσαλονίκης ή διευθύντρια του ίδρύματος καθυστερημένων παιδιών «Αγιος Δημήτριος», ή ύποδιευθύντρια καί ή νοσοκόμα πού είχαν παραπεμφθεί σέ δίκη γιά κακοποίηση 14χρονου τροφίμου. Οπως ύποστήριξαν οί κατηγορούμενες, ό νεαρός ήταν προβληματικό παιδί καί οί καταγγελίες ήταν γενικές καί άόριστες. Στή διάρκεια της δίκης έξετάστηκαν μάρτυρες κατηγορίας καί ύπερασπίσεως, ένώ τό δικαστήριο κατέληξε ότι δέν προέκυψαν στοιχεία ένοχής. <box>276 597 400 823</box>
section-heading: ΕΡΤ <box>275 38 295 50</box>
section-heading: Βολές άρμάτων άεροπορίας καί πυροβολικού <box>167 2032 244 2067</box>
section-heading: Υ.ΕΝ.ΕΔ. <box>275 287 318 298</box>
col6-sub: ΕΙΧΑΝ ΤΡΑΥΜΑΤΙΣΤΕΙ ΤΡΙΑ ΑΤΟΜΑ ΣΕ ΠΑΡΕΑ <box>714 78 840 98</box>
article-text: Θεσσαλονίκη, 28.— Αθωώθηκαν χθές άπό τό τριμελές πλημμελειοδικείο Θεσσαλονίκης ή διευθύντρια του ίδρύματος καθυστερημένων παιδιών «Αγιος Δημήτριος», ή ύποδιευθύντρια καί ή νοσοκόμα πού είχαν παραπεμφθεί σέ δίκη γιά κακοποίηση 14χρονου τροφίμου. Οπως ύποστήριξαν οί κατηγορούμενες, ό νεαρός ήταν προβληματικό παιδί καί οί καταγγελίες ήταν γενικές καί άόριστες. Στή διάρκεια της δίκης έξετάστηκαν μάρτυρες κατηγορίας καί ύπερασπίσεως, ένώ τό δικαστήριο κατέληξε ότι δέν προέκυψαν στοιχεία ένοχής. <box>146 36 265 282</box>
section-banner-mourning: ΠΕΝΘΗ <box>146 590 264 614</box>
article-text: Θεσσαλονίκη, 28.— Αθωώθηκαν χθές άπό τό τριμελές πλημμελειοδικείο Θεσσαλονίκης ή διευθύντρια του ίδρύματος καθυστερημένων παιδιών «Αγιος Δημήτριος», ή ύποδιευθύντρια καί ή νοσοκόμα πού είχαν παραπεμφθεί σέ δίκη γιά κακοποίηση 14χρονου τροφίμου. Οπως ύποστήριξαν οί κατηγορούμενες, ό νεαρός ήταν προβληματικό παιδί καί οί καταγγελίες ήταν γενικές καί άόριστες. Στή διάρκεια της δίκης έξετάστηκαν μάρτυρες κατηγορίας καί ύπερασπίσεως, ένώ τό δικαστήριο κατέληξε ότι δέν προέκυψαν στοιχεία ένοχής. <box>715 1957 839 2183</box>
col6-item-heading: ΓΙΝΕΤΑΙ ΠΡΟΣΠΑΘΕΙΑ ΓΙΑ ΤΗΝ ΕΞΑΓΩΓΗ ΕΞΠΡΕΣΣΙΔΙΩΝ ΣΕ ΑΝΑΤΟΛΙΚΕΣ ΧΩΡΕΣ <box>721 863 833 906</box>
col6-kicker: ΑΠΟ ΤΟ ΤΡΙΜΕΛΕΣ <box>743 4 811 12</box>
article-text: Θεσσαλονίκη, 28.— Αθωώθηκαν χθές άπό τό τριμελές πλημμελειοδικείο Θεσσαλονίκης ή διευθύντρια του ίδρύματος καθυστερημένων παιδιών «Αγιος Δημήτριος», ή ύποδιευθύντρια καί ή νοσοκόμα πού είχαν παραπεμφθεί σέ δίκη γιά κακοποίηση 14χρονου τροφίμου. Οπως ύποστήριξαν οί κατηγορούμενες, ό νεαρός ήταν προβληματικό παιδί καί οί καταγγελίες ήταν γενικές καί άόριστες. Στή διάρκεια της δίκης έξετάστηκαν μάρτυρες κατηγορίας καί ύπερασπίσεως, ένώ τό δικαστήριο κατέληξε ότι δέν προέκυψαν στοιχεία ένοχής. <box>852 1670 968 1916</box>
article-text: Θεσσαλονίκη, 28.— Αθωώθηκαν χθές άπό τό τριμελές πλημμελειοδικείο Θεσσαλονίκης ή διευθύντρια του ίδρύματος καθυστερημένων παιδιών «Αγιος Δημήτριος», ή ύποδιευθύντρια καί ή νοσοκόμα πού είχαν παραπεμφθεί σέ δίκη γιά κακοποίηση 14χρονου τροφίμου. Οπως ύποστήριξαν οί κατηγορούμενες, ό νεαρός ήταν προβληματικό παιδί καί οί καταγγελίες ήταν γενικές καί άόριστες. Στή διάρκεια της δίκης έξετάστηκαν μάρτυρες κατηγορίας καί ύπερασπίσεως, ένώ τό δικαστήριο κατέληξε ότι δέν προέκυψαν στοιχεία ένοχής. <box>146 335 265 582</box>
article-text: Θεσσαλονίκη, 28.— Αθωώθηκαν χθές άπό τό τριμελές πλημμελειοδικείο Θεσσαλονίκης ή διευθύντρια του ίδρύματος καθυστερημένων παιδιών «Αγιος Δημήτριος», ή ύποδιευθύντρια καί ή νοσοκόμα πού είχαν παραπεμφθεί σέ δίκη γιά κακοποίηση 14χρονου τροφίμου. Οπως ύποστήριξαν οί κατηγορούμενες, ό νεαρός ήταν προβληματικό παιδί καί οί καταγγελίες ήταν γενικές καί άόριστες. Στή διάρκεια της δίκης έξετάστηκαν μάρτυρες κατηγορίας καί ύπερασπίσεως, ένώ τό δικαστήριο κατέληξε ότι δέν προέκυψαν στοιχεία ένοχής. <box>10 2349 133 2575</box>
section-banner-funerals: ΟΙ ΚΗΔΕΙΕΣ <box>146 873 264 897</box>
section-banner-dances: ΧΟΡΟΙ <box>11 1302 133 1327</box>
column-6 <box>712 0 841 2441</box>
article-text: Θεσσαλονίκη, 28.— Αθωώθηκαν χθές άπό τό τριμελές πλημμελειοδικείο Θεσσαλονίκης ή διευθύντρια του ίδρύματος καθυστερημένων παιδιών «Αγιος Δημήτριος», ή ύποδιευθύντρια καί ή νοσοκόμα πού είχαν παραπεμφθεί σέ δίκη γιά κακοποίηση 14χρονου τροφίμου. Οπως ύποστήριξαν οί κατηγορούμενες, ό νεαρός ήταν προβληματικό παιδί καί οί καταγγελίες ήταν γενικές καί άόριστες. Στή διάρκεια της δίκης έξετάστηκαν μάρτυρες κατηγορίας καί ύπερασπίσεως, ένώ τό δικαστήριο κατέληξε ότι δέν προέκυψαν στοιχεία ένοχής. <box>146 2070 265 2316</box>
page-number-tag: Σελίδα 3 <box>1006 8 1094 30</box>
col6-item-heading: ΣΚΛΗΡΟ ΠΟΡΝΟ ΠΡΟΒΑΛΑΝ ΣΕ ΚΙΝΗΜΑΤΟΓΡΑΦΟ <box>714 1929 840 1951</box>
lead-subhead: «ΠΡΟΒΛΗΜΑΤΙΚΟ ΠΑΙΔΙ» <box>579 405 689 416</box>
center-block <box>411 0 706 1622</box>
article-text: Θεσσαλονίκη, 28.— Αθωώθηκαν χθές άπό τό τριμελές πλημμελειοδικείο Θεσσαλονίκης ή διευθύντρια του ίδρύματος καθυστερημένων παιδιών «Αγιος Δημήτριος», ή ύποδιευθύντρια καί ή νοσοκόμα πού είχαν παραπεμφθεί σέ δίκη γιά κακοποίηση 14χρονου τροφίμου. Οπως ύποστήριξαν οί κατηγορούμενες, ό νεαρός ήταν προβληματικό παιδί καί οί καταγγελίες ήταν γενικές καί άόριστες. Στή διάρκεια της δίκης έξετάστηκαν μάρτυρες κατηγορίας καί ύπερασπίσεως, ένώ τό δικαστήριο κατέληξε ότι δέν προέκυψαν στοιχεία ένοχής. <box>715 2215 839 2441</box>
sardinia-deck: Είναι έξαιρετικά τοξικό καί άν ύπάρξει διαρροή θά ρυπανθούν οί άκτές.— Πιστωση 340.000.000 δρχ. <box>865 1622 1081 1662</box>
gold-subhead: 75.000 ΔΡΧ. ΣΤΟ ΦΛΙΤΖΑΝΙ! <box>424 1167 542 1178</box>
